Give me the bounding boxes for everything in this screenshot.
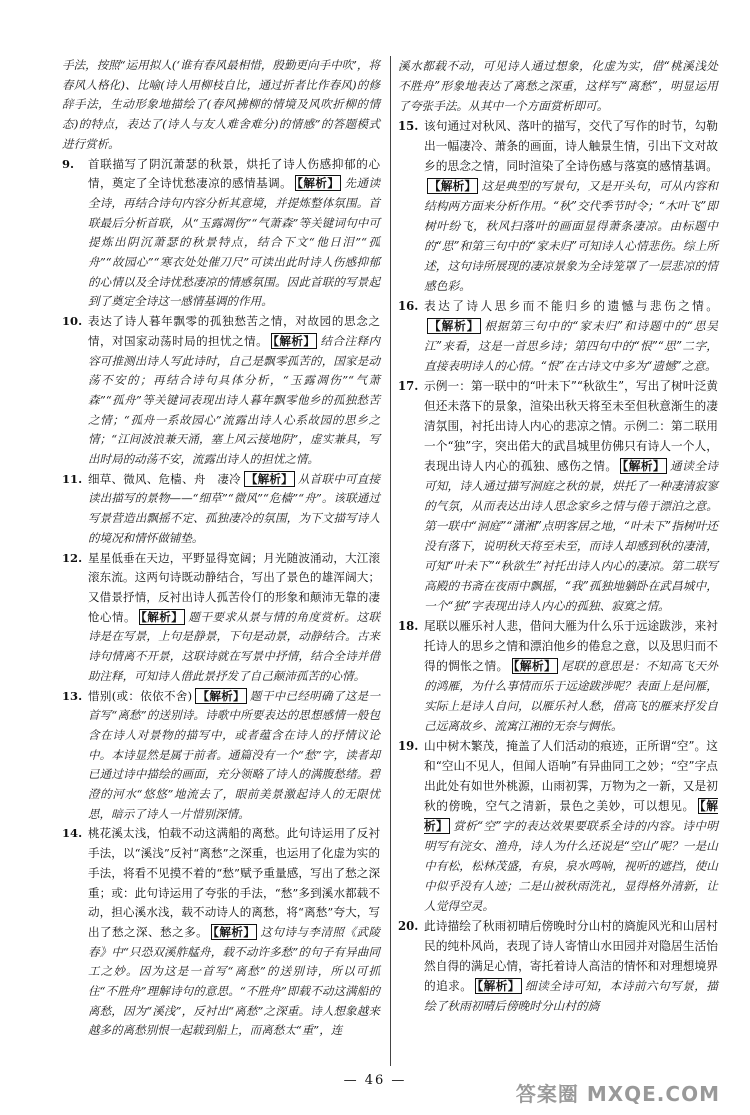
watermark-logo: 答案圈 MXQE.COM	[515, 1082, 720, 1106]
column-divider	[390, 56, 391, 1066]
analysis-tag: 【解析】	[424, 799, 718, 833]
analysis-tag: 【解析】	[622, 459, 666, 473]
item-number: 10.	[62, 314, 83, 329]
analysis-tag: 【解析】	[297, 176, 340, 191]
right-continuation-text	[398, 56, 718, 116]
item-explanation: 尾联的意思是：不知高飞天外的鸿雁，为什么事情而乐于远途跋涉呢？表面上是问雁，实际上是诗人自问，以雁乐衬人愁，借高飞的雁来抒发自己远离故乡、流寓江湘的无奈与惆怅。	[424, 659, 718, 733]
right-column	[398, 56, 718, 1016]
item-number: 19.	[398, 739, 419, 753]
analysis-tag: 【解析】	[513, 659, 557, 673]
continued-explanation: 溪水都载不动，可见诗人通过想象，化虚为实，借“桃溪浅处不胜舟”形象地表达了离愁之深重，这样写“离愁”，明显运用了夸张手法。从其中一个方面赏析即可。	[398, 59, 718, 113]
item-explanation: 赏析“空”字的表达效果要联系全诗的内容。诗中明明写有浣女、渔舟，诗人为什么还说是“空山”呢？一是山中有松，松林茂盛，有泉，泉水鸣响，视听的遮挡，使山中似乎没有人迹；二是山被秋雨洗礼，显得格外清新，让人觉得空灵。	[424, 819, 718, 913]
item-explanation: 细读全诗可知，本诗前六句写景，描绘了秋雨初晴后傍晚时分山村的旖	[424, 979, 718, 1013]
item-number: 20.	[398, 919, 419, 933]
answer-item-9	[62, 155, 380, 313]
answer-item-12	[62, 549, 380, 687]
answer-item-14	[62, 824, 380, 1041]
item-number: 12.	[62, 550, 83, 565]
analysis-tag: 【解析】	[477, 979, 520, 993]
item-explanation: 根据第三句中的“家未归”和诗题中的“思吴江”来看，这是一首思乡诗；第四句中的“恨”“思”二字，直接表明诗人的心情。“恨”在古诗文中多为“遗憾”之意。	[424, 319, 718, 373]
left-continuation-text	[62, 56, 380, 155]
item-answer: 此诗描绘了秋雨初晴后傍晚时分山村的旖旎风光和山居村民的纯朴风尚，表现了诗人寄情山水田园并对隐居生活怡然自得的满足心情，寄托着诗人高洁的情怀和对理想境界的追求。	[424, 919, 718, 993]
item-answer: 尾联以雁乐衬人悲，借问大雁为什么乐于远途跋涉，来衬托诗人的思乡之情和漂泊他乡的倦怠之意，以及思归而不得的惆怅之情。	[424, 619, 718, 673]
item-answer: 惜别(或：依依不舍)	[88, 688, 193, 703]
item-explanation: 这句诗与李清照《武陵春》中“只恐双溪舴艋舟，载不动许多愁”的句子有异曲同工之妙。因为这是一首写“离愁”的送别诗，所以可抓住“不胜舟”理解诗句的意思。“不胜舟”即载不动这满船的离愁，因为“溪浅”，反衬出“离愁”之深重。诗人想象越来越多的离愁别恨一起载到船上，而离愁太“重”，连	[88, 924, 381, 1038]
item-number: 17.	[398, 379, 419, 393]
answer-item-20	[398, 916, 718, 1016]
item-answer: 该句通过对秋风、落叶的描写，交代了写作的时节，勾勒出一幅凄冷、萧条的画面，诗人触景生情，引出下文对故乡的思念之情，同时渲染了全诗伤感与落寞的感情基调。	[424, 119, 718, 173]
item-explanation: 通读全诗可知，诗人通过描写洞庭之秋的景，烘托了一种凄清寂寥的气氛，从而表达出诗人思念家乡之情与倦于漂泊之意。第一联中“洞庭”“潇湘”点明客居之地，“叶未下”指树叶还没有落下，说明秋天将至未至，而诗人却感到秋的凄清，可知“叶未下”“秋欲生”衬托出诗人内心的凄凉。第二联写高殿的书斋在夜雨中飘摇，“我”孤独地躺卧在武昌城中，一个“独”字表现出诗人内心的孤独、寂寞之情。	[424, 459, 718, 613]
item-explanation: 题干要求从景与情的角度赏析。这联诗是在写景，上句是静景，下句是动景，动静结合。古来诗句情离不开景，这联诗就在写景中抒情，结合全诗并借助注释，可知诗人借此景抒发了自己颠沛孤苦的心情。	[88, 609, 381, 683]
answer-item-15	[398, 116, 718, 296]
analysis-tag: 【解析】	[273, 333, 316, 348]
item-number: 14.	[62, 826, 83, 841]
answer-item-11	[62, 470, 380, 549]
continued-explanation: 手法，按照“运用拟人(‘谁有春风最相惜，殷勤更向手中吹’，将春风人格化)、比喻(诗人用柳枝自比，通过折者比作春风)的修辞手法，生动形象地描绘了(春风拂柳的情境及风吹折柳的情态)的特点，表达了(诗人与友人难舍难分)的情感”的答题模式进行赏析。	[62, 58, 380, 151]
item-number: 15.	[398, 119, 419, 133]
item-explanation: 结合注释内容可推测出诗人写此诗时，自己是飘零孤苦的，国家是动荡不安的；再结合诗句具体分析，“玉露凋伤”“气萧森”“孤舟”等关键词表现出诗人暮年飘零他乡的孤独愁苦之情；“孤舟一系故园心”流露出诗人心系故园的思乡之情；“江间波浪兼天涌，塞上风云接地阴”，虚实兼具，写出时局的动荡不安，流露出诗人的担忧之情。	[88, 333, 381, 467]
analysis-tag: 【解析】	[197, 688, 245, 703]
analysis-tag: 【解析】	[141, 609, 184, 624]
answer-item-13	[62, 687, 380, 825]
item-answer: 山中树木繁茂，掩盖了人们活动的痕迹，正所谓“空”。这和“空山不见人，但闻人语响”有异曲同工之妙；“空”字点出此处有如世外桃源，山雨初霁，万物为之一新，又是初秋的傍晚，空气之清新，景色之美妙，可以想见。	[424, 739, 718, 813]
answer-item-18	[398, 616, 718, 736]
analysis-tag: 【解析】	[245, 471, 293, 486]
item-answer: 表达了诗人思乡而不能归乡的遗憾与悲伤之情。	[424, 299, 718, 313]
answer-item-17	[398, 376, 718, 616]
item-answer: 示例一：第一联中的“叶未下”“秋欲生”，写出了树叶泛黄但还未落下的景象，渲染出秋天将至未至但秋意渐生的凄清氛围，衬托出诗人内心的悲凉之情。示例二：第二联用一个“独”字，突出偌大的武昌城里仿佛只有诗人一个人，表现出诗人内心的孤独、感伤之情。	[424, 379, 718, 473]
analysis-tag: 【解析】	[429, 179, 477, 193]
item-number: 9.	[62, 156, 75, 171]
item-answer: 桃花溪太浅，怕载不动这满船的离愁。此句诗运用了反衬手法，以“溪浅”反衬“离愁”之深重，也运用了化虚为实的手法，将看不见摸不着的“愁”赋予重量感，写出了愁之深重；或：此句诗运用了夸张的手法，“愁”多到溪水都载不动，担心溪水浅，载不动诗人的离愁，将“离愁”夸大，写出了愁之深、愁之多。	[88, 826, 380, 939]
left-column	[62, 56, 380, 1041]
item-answer: 首联描写了阴沉萧瑟的秋景，烘托了诗人伤感抑郁的心情，奠定了全诗忧愁凄凉的感情基调。	[88, 156, 380, 191]
item-number: 11.	[62, 471, 83, 486]
item-number: 18.	[398, 619, 419, 633]
item-explanation: 从首联中可直接读出描写的景物——“细草”“微风”“危樯”“舟”。该联通过写景营造出飘摇不定、孤独凄冷的氛围，为下文描写诗人的境况和情怀做铺垫。	[88, 471, 381, 545]
analysis-tag: 【解析】	[429, 319, 480, 333]
item-answer: 星星低垂在天边，平野显得宽阔；月光随波涌动，大江滚滚东流。这两句诗既动静结合，写出了景色的雄浑阔大；又借景抒情，反衬出诗人孤苦伶仃的形象和颠沛无靠的凄怆心情。	[88, 550, 380, 624]
page-number: — 46 —	[343, 1073, 407, 1088]
item-explanation: 这是典型的写景句，又是开头句，可从内容和结构两方面来分析作用。“秋”交代季节时令；“木叶飞”即树叶纷飞，秋风扫落叶的画面显得萧条凄凉。由标题中的“思”和第三句中的“家未归”可知诗人心情悲伤。综上所述，这句诗所展现的凄凉景象为全诗笼罩了一层悲凉的情感色彩。	[424, 179, 718, 293]
item-explanation: 题干中已经明确了这是一首写“离愁”的送别诗。诗歌中所要表达的思想感情一般包含在诗人对景物的描写中，或者蕴含在诗人的抒情议论中。本诗显然是属于前者。通篇没有一个“愁”字，读者却已通过诗中描绘的画面，充分领略了诗人的满腹愁绪。碧澄的河水“悠悠”地流去了，眼前美景激起诗人的无限忧思，暗示了诗人一片惜别深情。	[88, 688, 381, 821]
item-answer: 表达了诗人暮年飘零的孤独愁苦之情，对故园的思念之情，对国家动荡时局的担忧之情。	[88, 314, 380, 348]
item-explanation: 先通读全诗，再结合诗句内容分析其意境，并提炼整体氛围。首联最后分析首联，从“玉露凋伤”“气萧森”等关键词句中可提炼出阴沉萧瑟的秋景特点，结合下文“他日泪”“孤舟”“故园心”“寒衣处处催刀尺”可读出此时诗人伤感抑郁的心情以及全诗忧愁凄凉的情感氛围。因此首联的写景起到了奠定全诗这一感情基调的作用。	[88, 176, 381, 309]
analysis-tag: 【解析】	[213, 924, 256, 939]
item-answer: 细草、微风、危樯、舟 凄冷	[88, 471, 241, 486]
answer-item-16	[398, 296, 718, 376]
answer-item-10	[62, 312, 380, 470]
item-number: 13.	[62, 688, 83, 703]
answer-item-19	[398, 736, 718, 916]
item-number: 16.	[398, 299, 419, 313]
